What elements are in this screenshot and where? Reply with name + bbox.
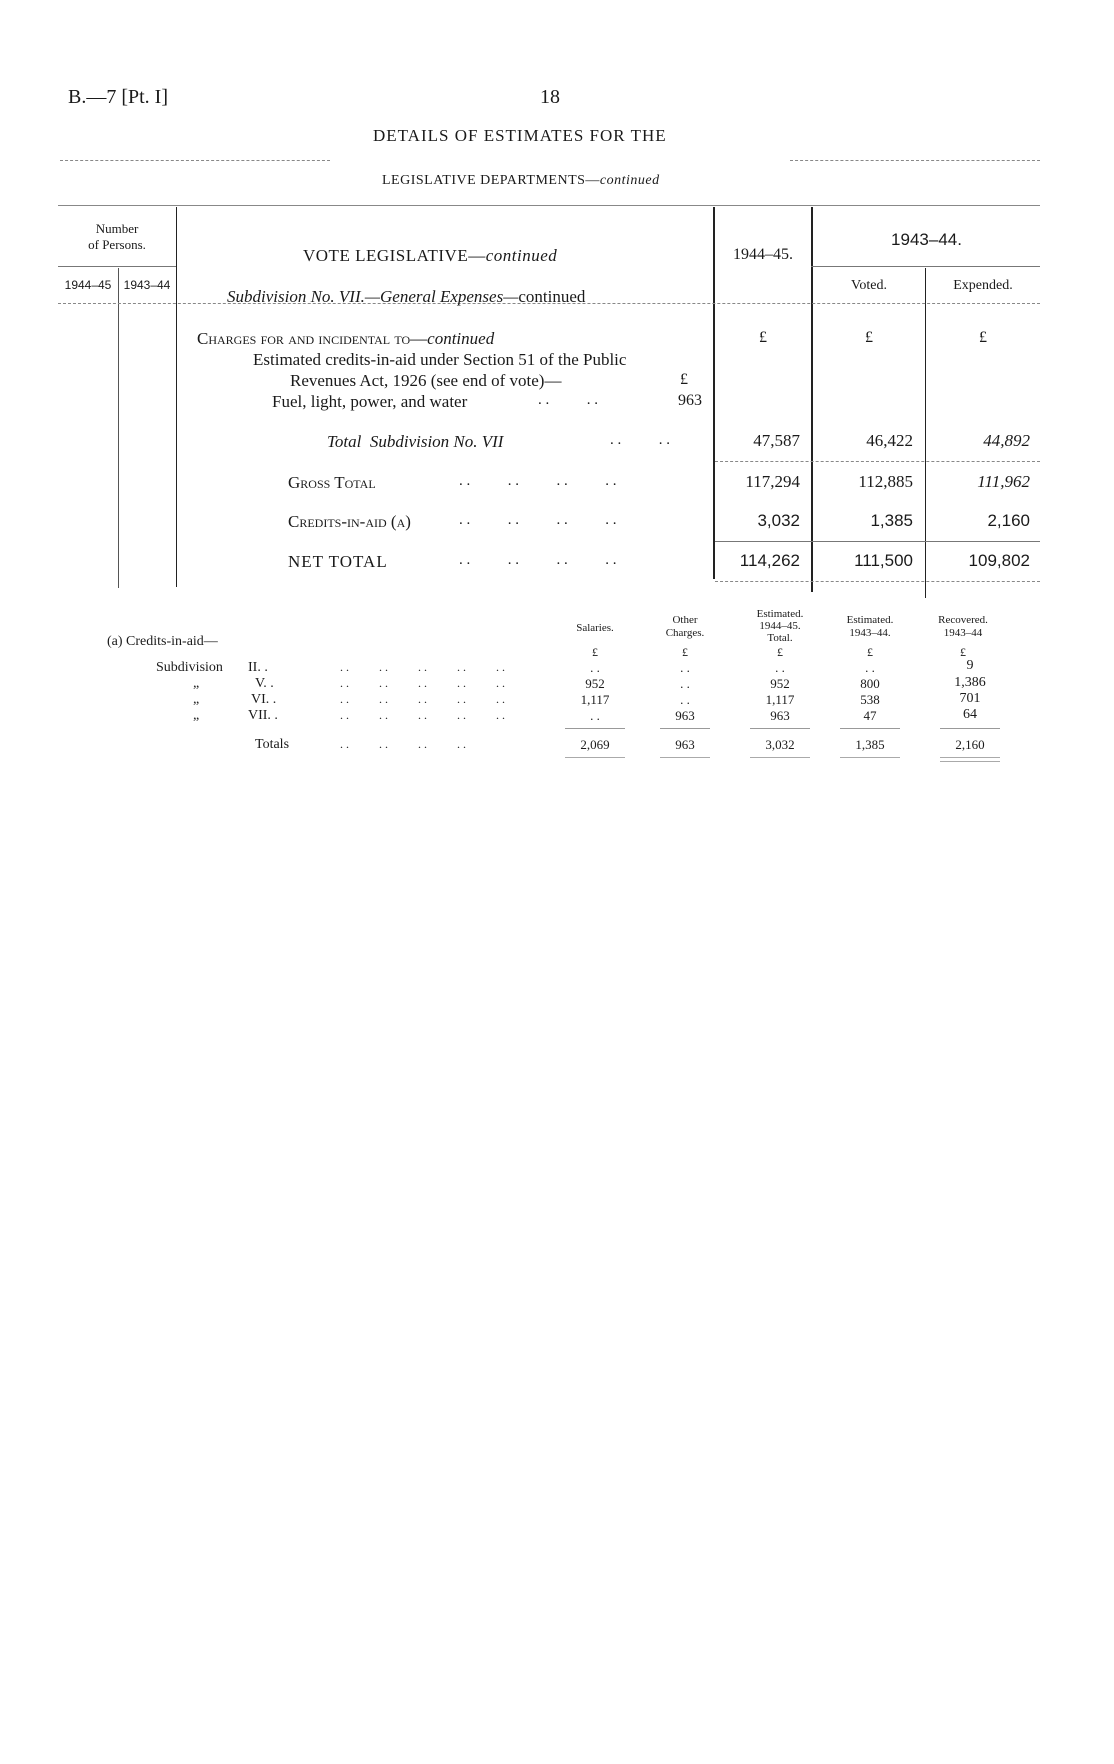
page-title: DETAILS OF ESTIMATES FOR THE	[373, 126, 667, 145]
year-sub-rule	[811, 266, 1040, 267]
credits-in-aid-voted: 1,385	[870, 511, 913, 530]
year-header-1943: 1943–44	[123, 278, 171, 292]
net-total-expended: 109,802	[968, 551, 1030, 570]
vote-title-text: VOTE LEGISLATIVE—	[303, 246, 486, 265]
col-header-1943-44: 1943–44.	[891, 230, 962, 249]
gross-total-1944: 117,294	[745, 472, 800, 491]
fn-double-rule-est	[750, 757, 810, 758]
subtitle-cont: continued	[599, 173, 660, 188]
vote-title-cont: continued	[485, 246, 558, 265]
vote-title	[303, 246, 557, 266]
fn-row-dots: . . . . . . . . . .	[340, 660, 505, 674]
fn-row-dots: . . . . . . . . . .	[340, 692, 505, 706]
fn-row-est: 963	[770, 708, 790, 723]
fn-row-est43: . .	[865, 660, 875, 675]
fn-double-rule-salaries	[565, 757, 625, 758]
fn-row-salaries: 1,117	[580, 692, 610, 707]
fn-row-num: VII. .	[248, 708, 278, 723]
fn-double-rule-rec	[940, 757, 1000, 758]
subdivision-heading	[227, 287, 585, 307]
fuel-dots: . . . .	[538, 392, 598, 408]
col-divider-voted	[811, 207, 813, 592]
fn-row-rec: 1,386	[954, 675, 986, 690]
charges-text: Charges for and incidental to—	[197, 329, 428, 348]
col-header-expended: Expended.	[953, 278, 1013, 293]
fn-pound-other: £	[682, 645, 688, 659]
fn-rule-rec	[940, 728, 1000, 729]
credits-in-aid-expended: 2,160	[987, 511, 1030, 530]
persons-header-line2: of Persons.	[88, 237, 146, 252]
table-top-rule	[58, 205, 1040, 206]
fn-double-rule-est43	[840, 757, 900, 758]
estimated-line-2: Revenues Act, 1926 (see end of vote)—	[290, 371, 562, 390]
net-total-1944: 114,262	[739, 551, 800, 570]
fn-totals-other: 963	[675, 737, 695, 752]
total-subdivision-1944: 47,587	[753, 431, 800, 450]
net-total-voted: 111,500	[854, 551, 913, 570]
fn-double-rule-rec-2	[940, 761, 1000, 762]
net-total-label: NET TOTAL	[288, 552, 388, 571]
fuel-value: 963	[678, 392, 702, 409]
fn-totals-est43: 1,385	[855, 737, 885, 752]
fn-header-est-3: Total.	[767, 632, 793, 644]
fn-rule-salaries	[565, 728, 625, 729]
fn-pound-rec: £	[960, 645, 966, 659]
charges-cont: continued	[427, 329, 495, 348]
fn-totals-rec: 2,160	[955, 737, 985, 752]
fn-row-num: II. .	[248, 660, 268, 675]
total-subdivision-label: Total Subdivision No. VII	[327, 432, 504, 451]
header-rule-right	[790, 160, 1040, 161]
fn-row-salaries: . .	[590, 708, 600, 723]
persons-header-line1: Number	[95, 221, 139, 236]
estimated-pound-sign: £	[680, 371, 688, 388]
fn-rule-other	[660, 728, 710, 729]
fn-row-other: . .	[680, 692, 690, 707]
fn-row-salaries: 952	[585, 676, 605, 691]
fn-header-est43-2: 1943–44.	[849, 627, 891, 639]
charges-heading	[197, 329, 494, 349]
total-subdivision-expended: 44,892	[983, 431, 1030, 450]
fn-header-est-2: 1944–45.	[759, 620, 801, 632]
fn-row-other: . .	[680, 660, 690, 675]
gross-total-label: Gross Total	[288, 473, 376, 492]
page-number: 18	[540, 86, 560, 108]
fn-totals-dots: . . . . . . . .	[340, 737, 466, 751]
rule-before-net-total	[715, 541, 1040, 542]
subtitle-text: LEGISLATIVE DEPARTMENTS—	[382, 173, 600, 188]
fn-header-rec-2: 1943–44	[943, 627, 983, 639]
credits-in-aid-dots: . . . . . . . .	[459, 512, 617, 528]
fn-pound-est: £	[777, 645, 783, 659]
fn-rule-est43	[840, 728, 900, 729]
fn-row-other: 963	[675, 708, 695, 723]
col-divider-persons	[176, 207, 177, 587]
pound-1944: £	[759, 329, 767, 346]
fn-header-est-1: Estimated.	[756, 608, 804, 620]
fn-row-rec: 64	[963, 707, 977, 722]
fn-header-est43-1: Estimated.	[846, 614, 894, 626]
fn-row-est43: 538	[860, 692, 880, 707]
subdivision-cont: continued	[518, 287, 586, 306]
col-header-voted: Voted.	[851, 278, 887, 293]
total-subdivision-dots: . . . .	[610, 432, 670, 448]
fn-row-other: . .	[680, 676, 690, 691]
fn-row-rec: 9	[966, 658, 974, 673]
total-subdivision-voted: 46,422	[866, 431, 913, 450]
fn-pound-salaries: £	[592, 645, 598, 659]
fn-header-rec-1: Recovered.	[938, 614, 988, 626]
page-reference: B.—7 [Pt. I]	[68, 86, 168, 108]
year-header-1944: 1944–45	[64, 278, 112, 292]
fn-row-est: 952	[770, 676, 790, 691]
fn-row-num: V. .	[255, 676, 274, 691]
net-total-dots: . . . . . . . .	[459, 552, 617, 568]
fn-rule-est	[750, 728, 810, 729]
table-bottom-rule	[715, 581, 1040, 582]
fn-header-other-2: Charges.	[665, 627, 705, 639]
fn-row-rec: 701	[959, 691, 981, 706]
credits-in-aid-label: Credits-in-aid (a)	[288, 512, 411, 531]
credits-in-aid-1944: 3,032	[757, 511, 800, 530]
fn-row-num: VI. .	[251, 692, 277, 707]
fn-pound-est43: £	[867, 645, 873, 659]
header-rule-left	[60, 160, 330, 161]
pound-expended: £	[979, 329, 987, 346]
gross-total-dots: . . . . . . . .	[459, 473, 617, 489]
persons-sub-rule	[58, 266, 176, 267]
estimated-line-1: Estimated credits-in-aid under Section 51 of the Public	[253, 350, 627, 369]
fn-row-prefix: Subdivision	[156, 660, 223, 675]
fn-row-prefix: „	[193, 692, 200, 707]
footnote-intro: (a) Credits-in-aid—	[107, 634, 218, 649]
fn-header-salaries: Salaries.	[576, 622, 614, 634]
fn-row-dots: . . . . . . . . . .	[340, 676, 505, 690]
fn-row-salaries: . .	[590, 660, 600, 675]
rule-after-subdivision	[715, 461, 1040, 462]
fn-double-rule-other	[660, 757, 710, 758]
fn-row-dots: . . . . . . . . . .	[340, 708, 505, 722]
fn-header-other-1: Other	[672, 614, 698, 626]
col-divider-years	[118, 268, 119, 588]
gross-total-expended: 111,962	[977, 472, 1030, 491]
page-subtitle	[382, 173, 660, 189]
gross-total-voted: 112,885	[858, 472, 913, 491]
fn-row-prefix: „	[193, 708, 200, 723]
fn-row-prefix: „	[193, 676, 200, 691]
fn-totals-est: 3,032	[765, 737, 795, 752]
pound-voted: £	[865, 329, 873, 346]
subdivision-text: Subdivision No. VII.—General Expenses—	[227, 287, 519, 306]
fn-row-est43: 800	[860, 676, 880, 691]
fn-row-est43: 47	[863, 708, 877, 723]
fn-row-est: 1,117	[765, 692, 795, 707]
fuel-line: Fuel, light, power, and water	[272, 392, 468, 411]
fn-row-est: . .	[775, 660, 785, 675]
fn-totals-salaries: 2,069	[580, 737, 610, 752]
col-header-1944-45: 1944–45.	[733, 246, 793, 263]
fn-totals-label: Totals	[255, 737, 290, 752]
